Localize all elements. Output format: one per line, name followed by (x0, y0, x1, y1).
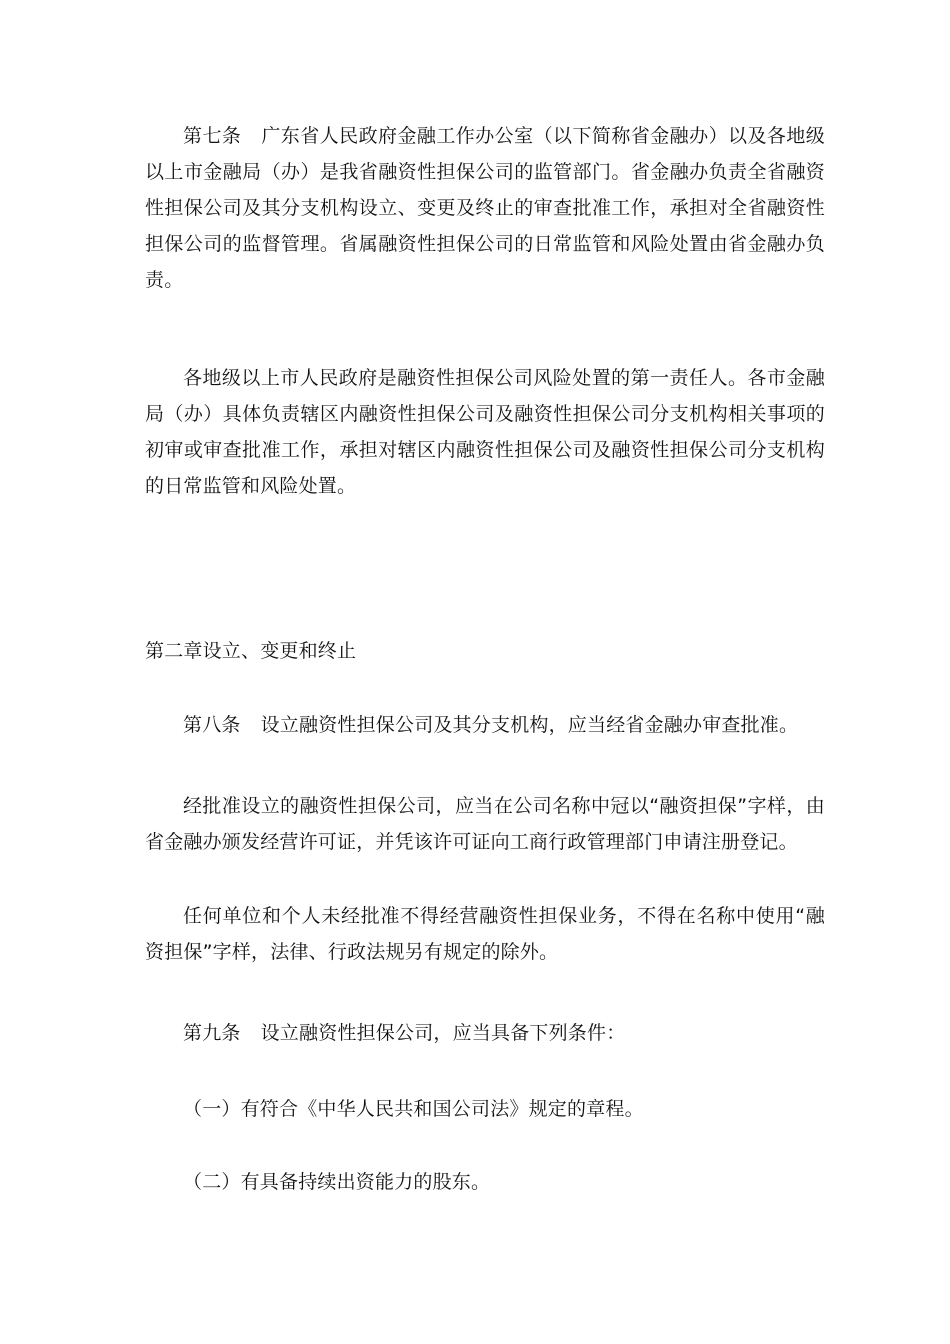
article-7-number: 第七条 (183, 125, 242, 147)
chapter-2-heading: 第二章设立、变更和终止 (145, 640, 357, 662)
article-9-text: 设立融资性担保公司，应当具备下列条件： (260, 1022, 626, 1044)
article-7-paragraph (145, 118, 825, 298)
article-8-second-paragraph: 经批准设立的融资性担保公司，应当在公司名称中冠以“融资担保”字样，由省金融办颁发经营许可证，并凭该许可证向工商行政管理部门申请注册登记。 (145, 795, 825, 853)
article-8-third-paragraph: 任何单位和个人未经批准不得经营融资性担保业务，不得在名称中使用“融资担保”字样，法律、行政法规另有规定的除外。 (145, 905, 825, 963)
article-9-item-1: （一）有符合《中华人民共和国公司法》规定的章程。 (183, 1098, 644, 1120)
article-8-text: 设立融资性担保公司及其分支机构，应当经省金融办审查批准。 (260, 714, 799, 736)
article-9-paragraph (145, 1015, 825, 1051)
article-9-number: 第九条 (183, 1022, 241, 1044)
article-8-number: 第八条 (183, 714, 241, 736)
article-7-second-paragraph: 各地级以上市人民政府是融资性担保公司风险处置的第一责任人。各市金融局（办）具体负责辖区内融资性担保公司及融资性担保公司分支机构相关事项的初审或审查批准工作，承担对辖区内融资性担保公司及融资性担保公司分支机构的日常监管和风险处置。 (145, 367, 825, 497)
article-9-item-2: （二）有具备持续出资能力的股东。 (183, 1171, 491, 1193)
article-8-paragraph (145, 707, 825, 743)
article-7-text: 广东省人民政府金融工作办公室（以下简称省金融办）以及各地级以上市金融局（办）是我省融资性担保公司的监管部门。省金融办负责全省融资性担保公司及其分支机构设立、变更及终止的审查批准工作，承担对全省融资性担保公司的监督管理。省属融资性担保公司的日常监管和风险处置由省金融办负责。 (145, 125, 825, 291)
